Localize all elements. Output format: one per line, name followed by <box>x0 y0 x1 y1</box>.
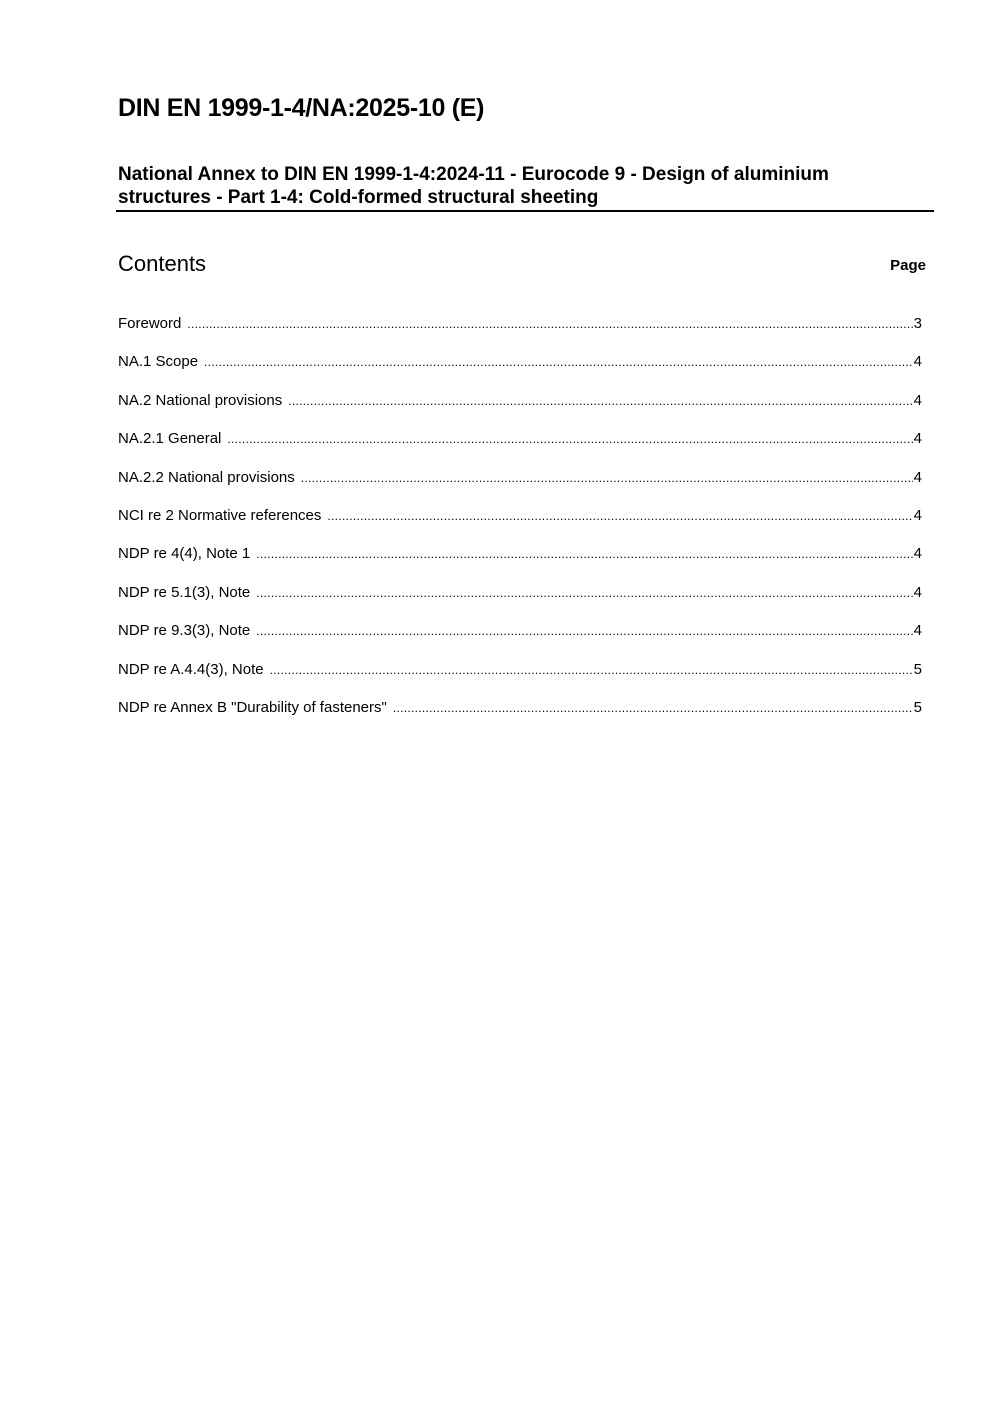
toc-entry-page: 5 <box>913 660 922 678</box>
toc-leader-dots <box>393 701 913 715</box>
toc-entry-title: NCI re 2 Normative references <box>118 506 322 524</box>
toc-entry-title: NDP re A.4.4(3), Note <box>118 660 264 678</box>
toc-leader-dots <box>256 547 912 561</box>
toc-entry-title: NA.1 Scope <box>118 353 199 371</box>
toc-entry-ndp-annex-b[interactable] <box>118 699 922 737</box>
toc-leader-dots <box>301 471 913 485</box>
toc-entry-na1-scope[interactable] <box>118 353 922 391</box>
document-subtitle <box>118 163 918 209</box>
table-of-contents <box>118 315 922 737</box>
toc-entry-title: NDP re 9.3(3), Note <box>118 622 251 640</box>
toc-entry-na22-national-provisions[interactable] <box>118 469 922 507</box>
page-column-label: Page <box>890 257 926 274</box>
toc-entry-nci-normative-references[interactable] <box>118 507 922 545</box>
toc-entry-page: 4 <box>913 545 922 563</box>
toc-entry-page: 4 <box>913 583 922 601</box>
toc-entry-page: 4 <box>913 468 922 486</box>
toc-entry-page: 4 <box>913 622 922 640</box>
toc-entry-foreword[interactable] <box>118 315 922 353</box>
toc-leader-dots <box>270 663 913 677</box>
toc-entry-title: NA.2.2 National provisions <box>118 468 295 486</box>
subtitle-line-2: structures - Part 1-4: Cold-formed structural sheeting <box>118 187 599 208</box>
toc-leader-dots <box>204 355 913 369</box>
contents-heading: Contents <box>118 251 207 276</box>
toc-entry-page: 4 <box>913 506 922 524</box>
toc-entry-na2-national-provisions[interactable] <box>118 392 922 430</box>
toc-entry-page: 4 <box>913 430 922 448</box>
toc-entry-title: NA.2.1 General <box>118 430 222 448</box>
subtitle-line-1: National Annex to DIN EN 1999-1-4:2024-11 - Eurocode 9 - Design of aluminium <box>118 164 829 185</box>
toc-entry-page: 4 <box>913 353 922 371</box>
document-id: DIN EN 1999-1-4/NA:2025-10 (E) <box>118 94 485 122</box>
toc-entry-page: 5 <box>913 698 922 716</box>
toc-entry-title: NDP re Annex B "Durability of fasteners" <box>118 698 387 716</box>
toc-entry-title: Foreword <box>118 315 182 332</box>
toc-leader-dots <box>227 432 912 446</box>
toc-entry-title: NA.2 National provisions <box>118 391 283 409</box>
title-divider <box>116 210 934 212</box>
toc-entry-ndp-5-1-3[interactable] <box>118 584 922 622</box>
toc-leader-dots <box>187 317 912 331</box>
toc-entry-ndp-4-4[interactable] <box>118 545 922 583</box>
toc-entry-page: 3 <box>913 315 922 332</box>
toc-entry-title: NDP re 5.1(3), Note <box>118 583 251 601</box>
toc-entry-page: 4 <box>913 391 922 409</box>
toc-entry-ndp-a-4-4-3[interactable] <box>118 661 922 699</box>
toc-entry-na21-general[interactable] <box>118 430 922 468</box>
toc-leader-dots <box>327 509 912 523</box>
toc-leader-dots <box>288 394 912 408</box>
toc-entry-title: NDP re 4(4), Note 1 <box>118 545 251 563</box>
toc-leader-dots <box>256 624 912 638</box>
toc-entry-ndp-9-3-3[interactable] <box>118 622 922 660</box>
toc-leader-dots <box>256 586 912 600</box>
